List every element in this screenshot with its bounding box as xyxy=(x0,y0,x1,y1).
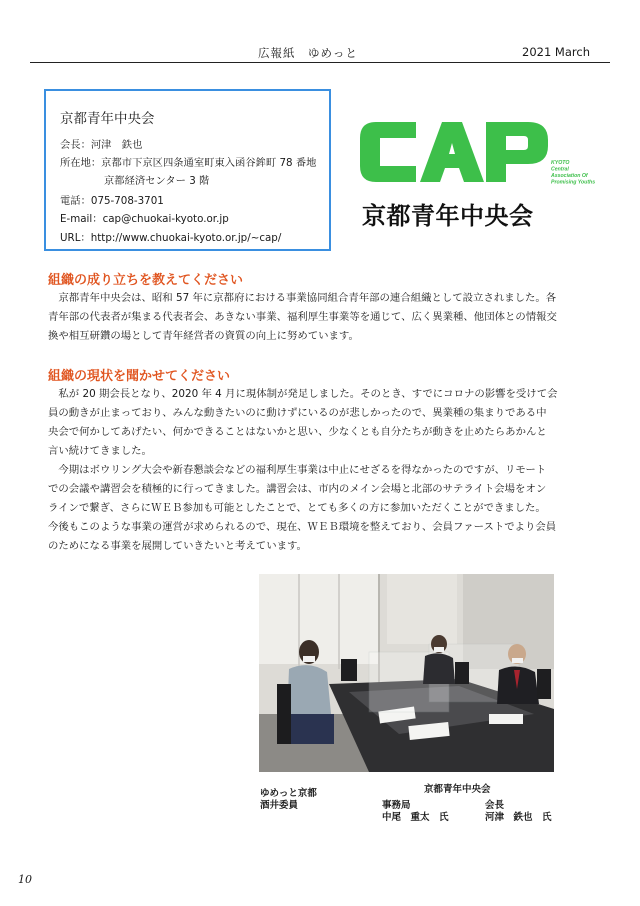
caption-person-2 xyxy=(485,800,552,824)
newsletter-title: 広報紙 ゆめっと xyxy=(258,46,358,60)
section-heading-current-status: 組織の現状を聞かせてください xyxy=(48,369,231,384)
tagline-line-2: Central xyxy=(551,166,569,173)
issue-date: 2021 March xyxy=(522,45,590,59)
meeting-scene-illustration xyxy=(259,574,554,772)
organization-info-box xyxy=(44,89,331,251)
paragraph-line: 今後もこのような事業の運営が求められるので、現在、ＷＥＢ環境を整えており、会員ファーストでより会員 xyxy=(48,521,557,533)
caption-left-line-2: 酒井委員 xyxy=(260,800,299,811)
paragraph-line: ラインで繋ぎ、さらにＷＥＢ参加も可能としたことで、とても多くの方に参加いただくことができました。 xyxy=(48,502,546,514)
logo-tagline xyxy=(550,160,595,186)
logo-organization-name: 京都青年中央会 xyxy=(362,202,534,230)
section-body-current-status xyxy=(48,385,588,556)
section-heading-origins: 組織の成り立ちを教えてください xyxy=(48,273,244,288)
address-line-2: 京都経済センター 3 階 xyxy=(104,175,210,187)
tagline-line-4: Promising Youths xyxy=(551,179,596,186)
cap-letters-graphic xyxy=(360,122,548,182)
paragraph-line: 換や相互研鑽の場として青年経営者の資質の向上に努めています。 xyxy=(48,330,359,342)
paragraph-line: のためになる事業を展開していきたいと考えています。 xyxy=(48,540,307,552)
caption-person-1-role: 事務局 xyxy=(382,800,411,811)
tagline-line-1: KYOTO xyxy=(551,160,570,166)
address-line-1: 所在地：京都市下京区四条通室町東入函谷鉾町 78 番地 xyxy=(60,157,317,169)
tagline-line-3: Association Of xyxy=(551,173,588,179)
caption-person-1 xyxy=(382,800,449,824)
caption-left-line-1: ゆめっと京都 xyxy=(260,788,317,799)
caption-person-2-role: 会長 xyxy=(485,800,505,811)
chair-line: 会長：河津 鉄也 xyxy=(60,139,143,151)
phone-line: 電話：075-708-3701 xyxy=(60,195,164,207)
email-line[interactable]: E-mail：cap@chuokai-kyoto.or.jp xyxy=(60,213,229,225)
caption-right-title: 京都青年中央会 xyxy=(424,784,491,795)
paragraph-line: 言い続けてきました。 xyxy=(48,445,152,457)
caption-left xyxy=(260,788,317,812)
paragraph-line: 青年部の代表者が集まる代表者会、あきない事業、福利厚生事業等を通じて、広く異業種、他団体との情報交 xyxy=(48,311,557,323)
paragraph-line: 京都青年中央会は、昭和 57 年に京都府における事業協同組合青年部の連合組織として設立されました。各 xyxy=(48,292,557,304)
header-rule xyxy=(30,62,610,63)
paragraph-line: 今期はボウリング大会や新春懇談会などの福利厚生事業は中止にせざるを得なかったのですが、リモート xyxy=(48,464,547,476)
section-body-origins xyxy=(48,289,588,346)
paragraph-line: 員の動きが止まっており、みんな動きたいのに動けずにいるのが悲しかったので、異業種の集まりである中 xyxy=(48,407,547,419)
paragraph-line: 私が 20 期会長となり、2020 年 4 月に現体制が発足しました。そのとき、すでにコロナの影響を受けて会 xyxy=(48,388,558,400)
caption-person-1-name: 中尾 重太 氏 xyxy=(382,812,449,823)
paragraph-line: 央会で何かしてあげたい、何かできることはないかと思い、少なくとも自分たちが動きを止めたらあかんと xyxy=(48,426,547,438)
url-line[interactable]: URL：http://www.chuokai-kyoto.or.jp/~cap/ xyxy=(60,232,282,244)
page-number: 10 xyxy=(18,873,32,886)
meeting-photo xyxy=(259,574,554,772)
paragraph-line: での会議や講習会を積極的に行ってきました。講習会は、市内のメイン会場と北部のサテライト会場をオン xyxy=(48,483,547,495)
organization-name: 京都青年中央会 xyxy=(60,111,155,127)
caption-person-2-name: 河津 鉄也 氏 xyxy=(485,812,552,823)
